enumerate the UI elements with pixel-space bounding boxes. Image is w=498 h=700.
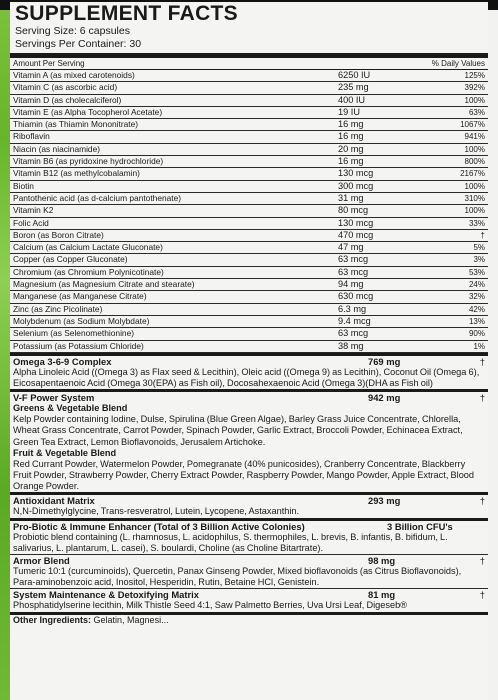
- nutrient-amount: 16 mg: [338, 156, 364, 167]
- nutrient-dv: 1067%: [460, 120, 485, 130]
- nutrient-name: Vitamin K2: [13, 205, 54, 216]
- nutrient-dv: 800%: [464, 157, 485, 167]
- nutrient-dv: 33%: [468, 218, 485, 228]
- nutrient-name: Magnesium (as Magnesium Citrate and stearate): [13, 279, 195, 290]
- panel-title: SUPPLEMENT FACTS: [15, 2, 238, 25]
- nutrient-row: [10, 267, 488, 279]
- nutrient-amount: 470 mcg: [338, 229, 374, 240]
- nutrient-dv: 100%: [464, 206, 485, 216]
- nutrient-row: [10, 279, 488, 291]
- amount-header: Amount Per Serving: [13, 59, 85, 68]
- nutrient-amount: 630 mcg: [338, 291, 374, 302]
- nutrient-name: Potassium (as Potassium Chloride): [13, 340, 144, 351]
- nutrient-row: [10, 107, 488, 119]
- system-desc: Phosphatidylserine lecithin, Milk Thistle Seed 4:1, Saw Palmetto Berries, Uva Ursi Leaf, Digeseb®: [13, 600, 407, 611]
- nutrient-row: [10, 144, 488, 156]
- nutrient-name: Manganese (as Manganese Citrate): [13, 291, 147, 302]
- nutrient-name: Pantothenic acid (as d-calcium pantothenate): [13, 192, 182, 203]
- nutrient-name: Vitamin C (as ascorbic acid): [13, 82, 118, 93]
- nutrient-amount: 31 mg: [338, 192, 364, 203]
- nutrient-name: Boron (as Boron Citrate): [13, 229, 104, 240]
- nutrient-name: Zinc (as Zinc Picolinate): [13, 303, 103, 314]
- nutrient-name: Vitamin B6 (as pyridoxine hydrochloride): [13, 156, 164, 167]
- other-ingredients: [10, 612, 488, 626]
- serving-size: Serving Size: 6 capsules: [15, 25, 130, 37]
- nutrient-amount: 130 mcg: [338, 168, 374, 179]
- vf-dagger: †: [479, 392, 485, 404]
- nutrient-dv: 100%: [464, 95, 485, 105]
- nutrient-name: Calcium (as Calcium Lactate Gluconate): [13, 242, 163, 253]
- nutrient-amount: 63 mcg: [338, 254, 369, 265]
- nutrient-name: Vitamin E (as Alpha Tocopherol Acetate): [13, 106, 163, 117]
- nutrient-table: [10, 70, 488, 353]
- nutrient-row: [10, 230, 488, 242]
- fruit-title: Fruit & Vegetable Blend: [13, 447, 117, 458]
- nutrient-amount: 80 mcg: [338, 205, 369, 216]
- nutrient-row: [10, 218, 488, 230]
- omega-amount: 769 mg: [368, 355, 401, 367]
- nutrient-dv: 32%: [468, 292, 485, 302]
- nutrient-dv: 13%: [468, 316, 485, 326]
- nutrient-dv: 90%: [468, 329, 485, 339]
- antioxidant-section: [10, 492, 488, 517]
- probiotic-amount: 3 Billion CFU's: [387, 520, 453, 532]
- other-label: Other Ingredients:: [13, 614, 92, 625]
- probiotic-name: Pro-Biotic & Immune Enhancer (Total of 3 Billion Active Colonies): [13, 520, 305, 532]
- nutrient-dv: 5%: [473, 243, 485, 253]
- fruit-desc: Red Currant Powder, Watermelon Powder, Pomegranate (40% punicosides), Cranberry Concentrate, Blackberry Fruit Powder, Strawberry Powder, Cherry Extract Powder, Raspberry Powder, Mango Powder, Apple Extract, Blood Orange Powder.: [13, 458, 475, 492]
- nutrient-dv: 24%: [468, 280, 485, 290]
- column-header: [10, 58, 488, 70]
- nutrient-name: Folic Acid: [13, 217, 49, 228]
- antioxidant-name: Antioxidant Matrix: [13, 495, 95, 507]
- nutrient-amount: 63 mcg: [338, 328, 369, 339]
- supplement-facts-panel: [10, 2, 488, 700]
- omega-desc: Alpha Linoleic Acid ((Omega 3) as Flax seed & Lecithin), Oleic acid ((Omega 9) as Lecithin), Coconut Oil (Omega 6), Eicosapentaenoic Acid (Omega 30(EPA) as Fish oil), Docosahexaenoic Acid (Omega 3)(DHA as Fish oil): [13, 366, 480, 389]
- nutrient-amount: 19 IU: [338, 106, 360, 117]
- armor-dagger: †: [479, 555, 485, 567]
- nutrient-row: [10, 291, 488, 303]
- nutrient-amount: 16 mg: [338, 131, 364, 142]
- armor-amount: 98 mg: [368, 555, 396, 567]
- nutrient-amount: 300 mcg: [338, 180, 374, 191]
- nutrient-row: [10, 193, 488, 205]
- system-section: [10, 588, 488, 611]
- nutrient-dv: 392%: [464, 83, 485, 93]
- system-amount: 81 mg: [368, 589, 396, 601]
- nutrient-row: [10, 181, 488, 193]
- nutrient-amount: 47 mg: [338, 242, 364, 253]
- other-text: Gelatin, Magnesi...: [93, 614, 169, 625]
- nutrient-name: Vitamin A (as mixed carotenoids): [13, 70, 135, 80]
- nutrient-dv: 1%: [473, 341, 485, 351]
- vf-name: V-F Power System: [13, 392, 95, 404]
- nutrient-amount: 20 mg: [338, 143, 364, 154]
- nutrient-row: [10, 168, 488, 180]
- nutrient-dv: 125%: [464, 71, 485, 80]
- nutrient-row: [10, 316, 488, 328]
- greens-desc: Kelp Powder containing Iodine, Dulse, Spirulina (Blue Green Algae), Barley Grass Juice Concentrate, Chlorella, Wheat Grass Concentrate, Carrot Powder, Spinach Powder, Garlic Extract, Broccoli Powder, Echinacea Extract, Green Tea Extract, Lemon Bioflavonoids, Jerusalem Artichoke.: [13, 414, 463, 447]
- nutrient-dv: 53%: [468, 267, 485, 277]
- nutrient-row: [10, 156, 488, 168]
- nutrient-row: [10, 131, 488, 143]
- nutrient-dv: 100%: [464, 181, 485, 191]
- nutrient-amount: 400 IU: [338, 94, 366, 105]
- nutrient-amount: 6.3 mg: [338, 303, 367, 314]
- nutrient-dv: 941%: [464, 132, 485, 142]
- omega-dagger: †: [479, 355, 485, 367]
- nutrient-name: Copper (as Copper Gluconate): [13, 254, 128, 265]
- nutrient-row: [10, 119, 488, 131]
- nutrient-row: [10, 254, 488, 266]
- nutrient-row: [10, 70, 488, 82]
- probiotic-desc: Probiotic blend containing (L. rhamnosus, L. acidophilus, S. thermophiles, L. brevis, B. infantis, B. bifidum, L. salivarius, L. plantarum, L. casei), S. boulardi, Choline (as Choline Bitartrate).: [13, 531, 448, 553]
- armor-name: Armor Blend: [13, 555, 70, 567]
- armor-section: [10, 554, 488, 588]
- nutrient-name: Thiamin (as Thiamin Mononitrate): [13, 119, 139, 130]
- servings-per-container: Servings Per Container: 30: [15, 38, 142, 50]
- nutrient-dv: 63%: [468, 107, 485, 117]
- nutrient-dv: 42%: [468, 304, 485, 314]
- nutrient-amount: 38 mg: [338, 340, 364, 351]
- armor-desc: Tumeric 10:1 (curcuminoids), Quercetin, Panax Ginseng Powder, Mixed bioflavonoids (as Citrus Bioflavonoids), Para-aminobenzoic acid, Inositol, Hesperidin, Rutin, Betaine HCl, Genistein.: [13, 566, 462, 588]
- system-name: System Maintenance & Detoxifying Matrix: [13, 589, 199, 601]
- nutrient-row: [10, 341, 488, 353]
- antioxidant-desc: N,N-Dimethylglycine, Trans-resveratrol, Lutein, Lycopene, Astaxanthin.: [13, 506, 300, 517]
- nutrient-row: [10, 304, 488, 316]
- probiotic-section: [10, 518, 488, 554]
- nutrient-amount: 9.4 mcg: [338, 315, 371, 326]
- omega-section: [10, 353, 488, 389]
- omega-name: Omega 3-6-9 Complex: [13, 355, 112, 367]
- nutrient-amount: 235 mg: [338, 82, 369, 93]
- vf-amount: 942 mg: [368, 392, 401, 404]
- nutrient-amount: 63 mcg: [338, 266, 369, 277]
- nutrient-dv: †: [480, 230, 485, 240]
- nutrient-name: Riboflavin: [13, 131, 50, 142]
- nutrient-name: Molybdenum (as Sodium Molybdate): [13, 315, 150, 326]
- nutrient-row: [10, 205, 488, 217]
- dv-header: % Daily Values: [431, 59, 485, 68]
- nutrient-amount: 130 mcg: [338, 217, 374, 228]
- nutrient-name: Vitamin B12 (as methylcobalamin): [13, 168, 140, 179]
- nutrient-name: Chromium (as Chromium Polynicotinate): [13, 266, 164, 277]
- nutrient-name: Niacin (as niacinamide): [13, 143, 101, 154]
- nutrient-name: Vitamin D (as cholecalciferol): [13, 94, 122, 105]
- nutrient-dv: 3%: [473, 255, 485, 265]
- vf-section: [10, 389, 488, 492]
- nutrient-row: [10, 242, 488, 254]
- nutrient-amount: 94 mg: [338, 279, 364, 290]
- nutrient-amount: 6250 IU: [338, 70, 371, 80]
- nutrient-dv: 310%: [464, 193, 485, 203]
- antioxidant-amount: 293 mg: [368, 495, 401, 507]
- system-dagger: †: [479, 589, 485, 601]
- nutrient-name: Selenium (as Selenomethionine): [13, 328, 135, 339]
- nutrient-row: [10, 95, 488, 107]
- nutrient-dv: 100%: [464, 144, 485, 154]
- nutrient-row: [10, 328, 488, 340]
- nutrient-amount: 16 mg: [338, 119, 364, 130]
- nutrient-row: [10, 82, 488, 94]
- nutrient-dv: 2167%: [460, 169, 485, 179]
- nutrient-name: Biotin: [13, 180, 34, 191]
- greens-title: Greens & Vegetable Blend: [13, 403, 128, 414]
- antioxidant-dagger: †: [479, 495, 485, 507]
